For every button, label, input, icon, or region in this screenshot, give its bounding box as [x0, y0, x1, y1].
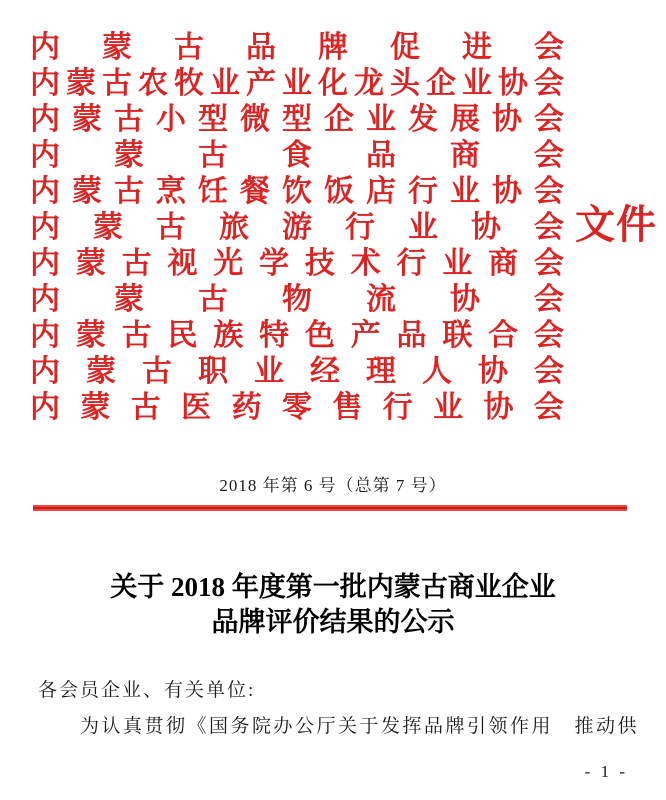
org-line-logistics: 内 蒙 古 物 流 协 会 [30, 283, 564, 316]
document-title [0, 570, 666, 640]
org-line-brand-promotion: 内 蒙 古 品 牌 促 进 会 [30, 31, 564, 64]
org-line-optometry: 内 蒙 古 视 光 学 技 术 行 业 商 会 [30, 247, 564, 280]
red-divider-rule [33, 505, 627, 511]
document-type-label: 文件 [575, 202, 657, 247]
issue-number-line: 2018 年第 6 号（总第 7 号） [219, 476, 447, 495]
org-line-ethnic-products: 内 蒙 古 民 族 特 色 产 品 联 合 会 [30, 319, 564, 352]
org-line-pharma-retail: 内 蒙 古 医 药 零 售 行 业 协 会 [30, 391, 564, 424]
salutation-line: 各会员企业、有关单位: [38, 680, 256, 701]
title-line-2: 品牌评价结果的公示 [211, 607, 455, 637]
body-paragraph: 为认真贯彻《国务院办公厅关于发挥品牌引领作用 推动供 [80, 716, 640, 737]
org-line-food-chamber: 内 蒙 古 食 品 商 会 [30, 139, 564, 172]
org-line-professional-managers: 内 蒙 古 职 业 经 理 人 协 会 [30, 355, 564, 388]
org-line-small-enterprise: 内 蒙 古 小 型 微 型 企 业 发 展 协 会 [30, 103, 564, 136]
page-number: - 1 - [584, 762, 628, 781]
org-line-agriculture: 内 蒙 古 农 牧 业 产 业 化 龙 头 企 业 协 会 [30, 67, 564, 100]
title-line-1: 关于 2018 年度第一批内蒙古商业企业 [110, 572, 556, 602]
letterhead-org-list [30, 30, 564, 426]
org-line-catering: 内 蒙 古 烹 饪 餐 饮 饭 店 行 业 协 会 [30, 175, 564, 208]
org-line-tourism: 内 蒙 古 旅 游 行 业 协 会 [30, 211, 564, 244]
